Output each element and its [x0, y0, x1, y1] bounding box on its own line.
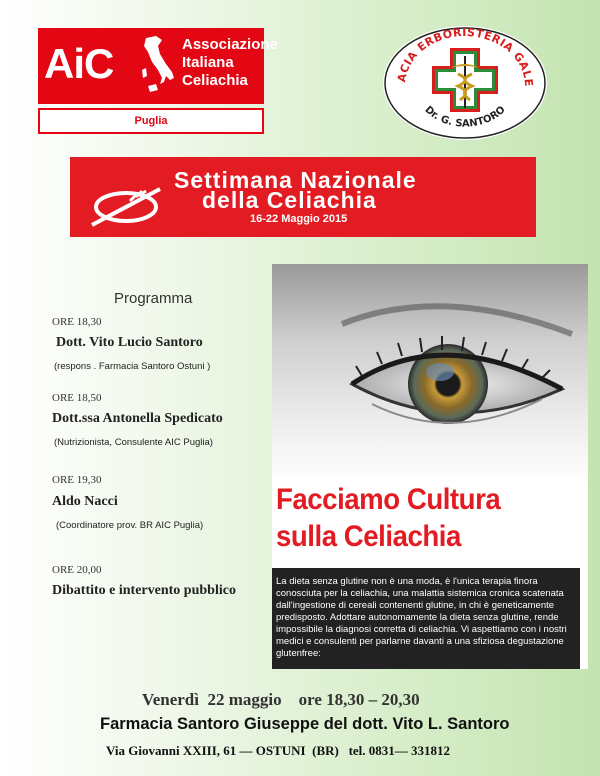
settimana-banner [70, 157, 536, 237]
programma-time-2: ORE 18,50 [52, 392, 102, 404]
aic-name-line-1: Associazione [182, 36, 278, 53]
banner-title-line-2: della Celiachia [202, 187, 377, 213]
farmacia-seal [380, 24, 550, 142]
banner-date: 16-22 Maggio 2015 [250, 213, 348, 225]
aic-logo [38, 28, 278, 134]
poster-body-text: La dieta senza glutine non è una moda, è l'unica terapia finora conosciuta per la celiachia, una malattia sistemica cronica scatenata dall'ingestione di cereali contenenti glutine, in chi è geneticamente predisposto. Adottare autonomamente la dieta senza glutine, rende impossibile la diagnosi corretta di celiachia. Vi aspettiamo con i nostri medici e consulenti per parlarne davanti a una sfiziosa degustazione glutenfree: [272, 568, 580, 669]
programma-role-3: (Coordinatore prov. BR AIC Puglia) [56, 520, 204, 531]
farmacia-arc-text: ACIA ERBORISTERIA GALE [395, 25, 536, 88]
poster-title-line-1: Facciamo Cultura [276, 483, 501, 516]
programma-time-1: ORE 18,30 [52, 316, 102, 328]
aic-region-label: Puglia [38, 108, 264, 134]
aic-name-line-3: Celiachia [182, 72, 248, 89]
aic-logo-letters: AiC [44, 40, 114, 87]
banner-title-line-1: Settimana Nazionale [174, 167, 417, 193]
programma-speaker-3: Aldo Nacci [52, 494, 118, 509]
programma-speaker-2: Dott.ssa Antonella Spedicato [52, 411, 223, 426]
eye-closeup-image [272, 264, 588, 484]
farmacia-name: Farmacia Santoro Giuseppe del dott. Vito L. Santoro [100, 715, 510, 733]
poster-title-line-2: sulla Celiachia [276, 520, 461, 553]
farmacia-logo [380, 24, 550, 142]
crossed-wheat-icon [86, 183, 166, 229]
event-datetime: Venerdì 22 maggio ore 18,30 – 20,30 [142, 690, 420, 709]
programma-time-4: ORE 20,00 [52, 564, 102, 576]
eye-poster [272, 264, 588, 669]
aic-name-line-2: Italiana [182, 54, 234, 71]
programma-time-3: ORE 19,30 [52, 474, 102, 486]
aic-logo-panel [38, 28, 278, 104]
programma-speaker-4: Dibattito e intervento pubblico [52, 583, 236, 598]
programma-role-2: (Nutrizionista, Consulente AIC Puglia) [54, 437, 213, 448]
italy-map-icon [140, 34, 176, 98]
programma-title: Programma [114, 290, 193, 307]
programma-speaker-1: Dott. Vito Lucio Santoro [56, 335, 203, 350]
aic-logo-name [182, 36, 278, 90]
farmacia-bottom-text: Dr. G. SANTORO [422, 104, 508, 130]
farmacia-address: Via Giovanni XXIII, 61 — OSTUNI (BR) tel. 0831— 331812 [106, 743, 451, 758]
programma-role-1: (respons . Farmacia Santoro Ostuni ) [54, 361, 211, 372]
